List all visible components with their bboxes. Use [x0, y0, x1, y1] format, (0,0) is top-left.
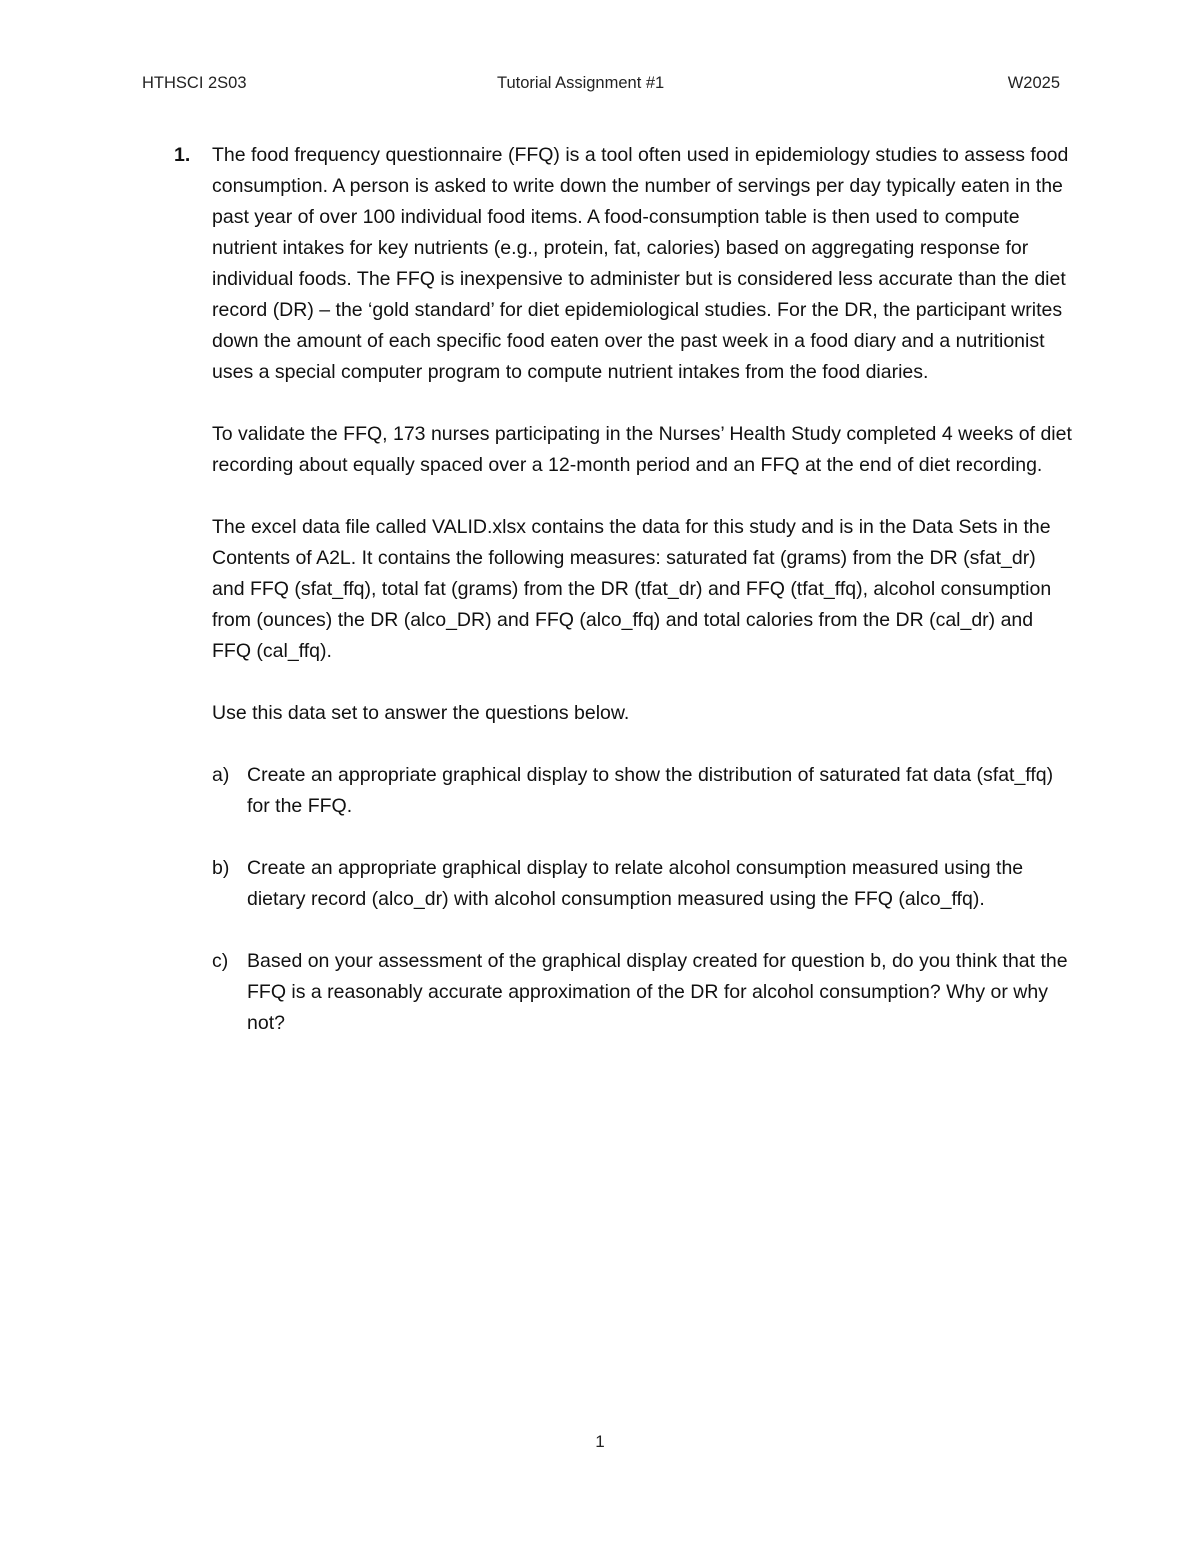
- header-term: W2025: [1007, 74, 1060, 92]
- validation-paragraph: To validate the FFQ, 173 nurses participating in the Nurses’ Health Study completed 4 weeks of diet recording about equally spaced over a 12-month period and an FFQ at the end of diet recording.: [212, 423, 1072, 476]
- header-course-code: HTHSCI 2S03: [142, 74, 247, 92]
- subquestion-a: [212, 760, 1072, 822]
- subquestion-b: [212, 853, 1072, 915]
- question-number: 1.: [174, 144, 191, 166]
- page-footer: [0, 1432, 1200, 1452]
- instruction-paragraph: Use this data set to answer the questions below.: [212, 702, 630, 724]
- subquestion-label: c): [212, 950, 229, 972]
- question-1: [172, 140, 1072, 1039]
- subquestion-label: b): [212, 857, 230, 879]
- page-number: 1: [595, 1432, 605, 1451]
- page-content: [172, 140, 1072, 1070]
- subquestion-text: Create an appropriate graphical display to show the distribution of saturated fat data (sfat_ffq) for the FFQ.: [247, 764, 1054, 817]
- subquestion-label: a): [212, 764, 230, 786]
- subquestion-c: [212, 946, 1072, 1039]
- header-assignment-title: Tutorial Assignment #1: [497, 74, 665, 92]
- subquestion-text: Based on your assessment of the graphical display created for question b, do you think that the FFQ is a reasonably accurate approximation of the DR for alcohol consumption? Why or why not?: [247, 950, 1068, 1034]
- subquestion-list: [212, 760, 1072, 1039]
- page-header: [142, 74, 1060, 98]
- data-file-paragraph: The excel data file called VALID.xlsx contains the data for this study and is in the Data Sets in the Contents of A2L. It contains the following measures: saturated fat (grams) from the DR (sfat_dr) and FFQ (sfat_ffq), total fat (grams) from the DR (tfat_dr) and FFQ (tfat_ffq), alcohol consumption from (ounces) the DR (alco_DR) and FFQ (alco_ffq) and total calories from the DR (cal_dr) and FFQ (cal_ffq).: [212, 516, 1052, 662]
- subquestion-text: Create an appropriate graphical display to relate alcohol consumption measured using the dietary record (alco_dr) with alcohol consumption measured using the FFQ (alco_ffq).: [247, 857, 1024, 910]
- intro-paragraph-ffq: The food frequency questionnaire (FFQ) is a tool often used in epidemiology studies to assess food consumption. A person is asked to write down the number of servings per day typically eaten in the past year of over 100 individual food items. A food-consumption table is then used to compute nutrient intakes for key nutrients (e.g., protein, fat, calories) based on aggregating response for individual foods. The FFQ is inexpensive to administer but is considered less accurate than the diet record (DR) – the ‘gold standard’ for diet epidemiological studies. For the DR, the participant writes down the amount of each specific food eaten over the past week in a food diary and a nutritionist uses a special computer program to compute nutrient intakes from the food diaries.: [212, 144, 1069, 383]
